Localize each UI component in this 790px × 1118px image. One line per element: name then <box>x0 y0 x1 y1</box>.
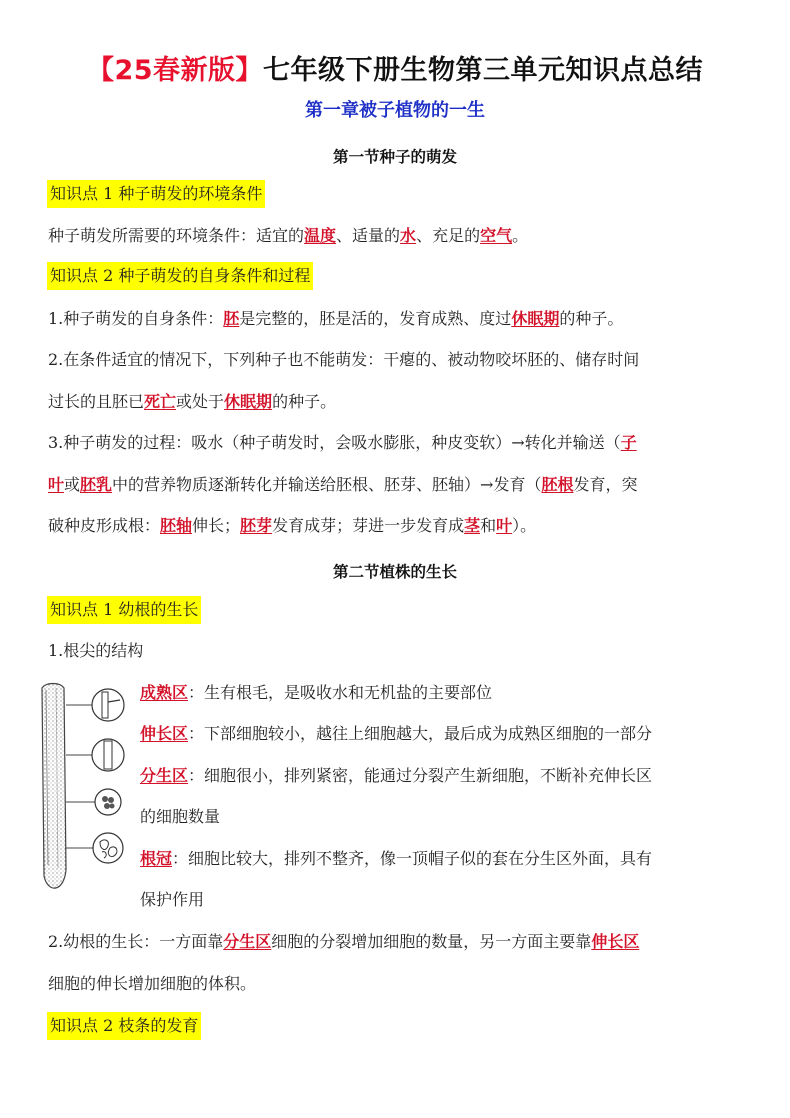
section-heading-1: 第一节种子的萌发 <box>332 148 457 166</box>
keyword: 子 <box>620 433 637 452</box>
keyword: 胚轴 <box>160 516 193 535</box>
elongation-zone-detail <box>92 739 124 771</box>
env-conditions: 种子萌发所需要的环境条件：适宜的温度、适量的水、充足的空气。 <box>48 226 529 245</box>
meristem-zone-detail <box>95 789 121 815</box>
mature-zone-detail <box>92 689 124 721</box>
root-zone-meristem: 分生区：细胞很小，排列紧密，能通过分裂产生新细胞，不断补充伸长区 <box>140 766 653 785</box>
keyword: 水 <box>400 226 417 245</box>
keyword: 休眠期 <box>224 392 273 411</box>
keyword: 胚乳 <box>80 475 113 494</box>
keyword: 空气 <box>480 226 513 245</box>
keyword: 茎 <box>464 516 481 535</box>
title-main: 七年级下册生物第三单元知识点总结 <box>263 55 704 86</box>
keyword: 休眠期 <box>511 309 560 328</box>
root-zone-cap: 根冠：细胞比较大，排列不整齐，像一顶帽子似的套在分生区外面，具有 <box>140 849 653 868</box>
root-zone-elongation: 伸长区：下部细胞较小，越往上细胞越大，最后成为成熟区细胞的一部分 <box>140 724 653 743</box>
knowledge-point-1: 知识点 1 种子萌发的环境条件 <box>47 180 265 208</box>
keyword: 叶 <box>496 516 513 535</box>
paragraph-2-line-2: 过长的且胚已死亡或处于休眠期的种子。 <box>48 392 337 411</box>
root-zone-cap-cont: 保护作用 <box>140 890 205 909</box>
root-zone-meristem-cont: 的细胞数量 <box>140 807 221 826</box>
keyword: 分生区 <box>140 766 189 785</box>
keyword: 分生区 <box>223 932 272 951</box>
keyword: 胚 <box>223 309 240 328</box>
knowledge-point-2: 知识点 2 种子萌发的自身条件和过程 <box>47 262 313 290</box>
keyword: 伸长区 <box>591 932 640 951</box>
root-cap-detail <box>93 833 123 863</box>
keyword: 成熟区 <box>140 683 189 702</box>
knowledge-point-4: 知识点 2 枝条的发育 <box>47 1012 201 1040</box>
paragraph-3-line-1: 3.种子萌发的过程：吸水（种子萌发时，会吸水膨胀，种皮变软）→转化并输送（子 <box>48 433 637 452</box>
keyword: 叶 <box>48 475 65 494</box>
keyword: 温度 <box>304 226 337 245</box>
paragraph-3-line-3: 破种皮形成根：胚轴伸长；胚芽发育成芽；芽进一步发育成茎和叶）。 <box>48 516 537 535</box>
keyword: 根冠 <box>140 849 173 868</box>
root-tip-illustration <box>36 680 132 898</box>
root-growth-line-1: 2.幼根的生长：一方面靠分生区细胞的分裂增加细胞的数量，另一方面主要靠伸长区 <box>48 932 640 951</box>
paragraph-3-line-2: 叶或胚乳中的营养物质逐渐转化并输送给胚根、胚芽、胚轴）→发育（胚根发育，突 <box>48 475 638 494</box>
keyword: 胚根 <box>541 475 574 494</box>
edition-tag: 【25春新版】 <box>86 55 264 86</box>
paragraph-2-line-1: 2.在条件适宜的情况下，下列种子也不能萌发：干瘪的、被动物咬坏胚的、储存时间 <box>48 350 640 369</box>
page-title <box>0 48 790 87</box>
root-growth-line-2: 细胞的伸长增加细胞的体积。 <box>48 974 257 993</box>
keyword: 胚芽 <box>240 516 273 535</box>
root-zone-mature: 成熟区：生有根毛，是吸收水和无机盐的主要部位 <box>140 683 493 702</box>
paragraph-1: 1.种子萌发的自身条件：胚是完整的，胚是活的，发育成熟、度过休眠期的种子。 <box>48 309 624 328</box>
keyword: 伸长区 <box>140 724 189 743</box>
root-tip-heading: 1.根尖的结构 <box>48 641 144 660</box>
knowledge-point-3: 知识点 1 幼根的生长 <box>47 596 201 624</box>
chapter-heading: 第一章被子植物的一生 <box>305 100 485 121</box>
keyword: 死亡 <box>144 392 177 411</box>
section-heading-2: 第二节植株的生长 <box>332 563 457 581</box>
